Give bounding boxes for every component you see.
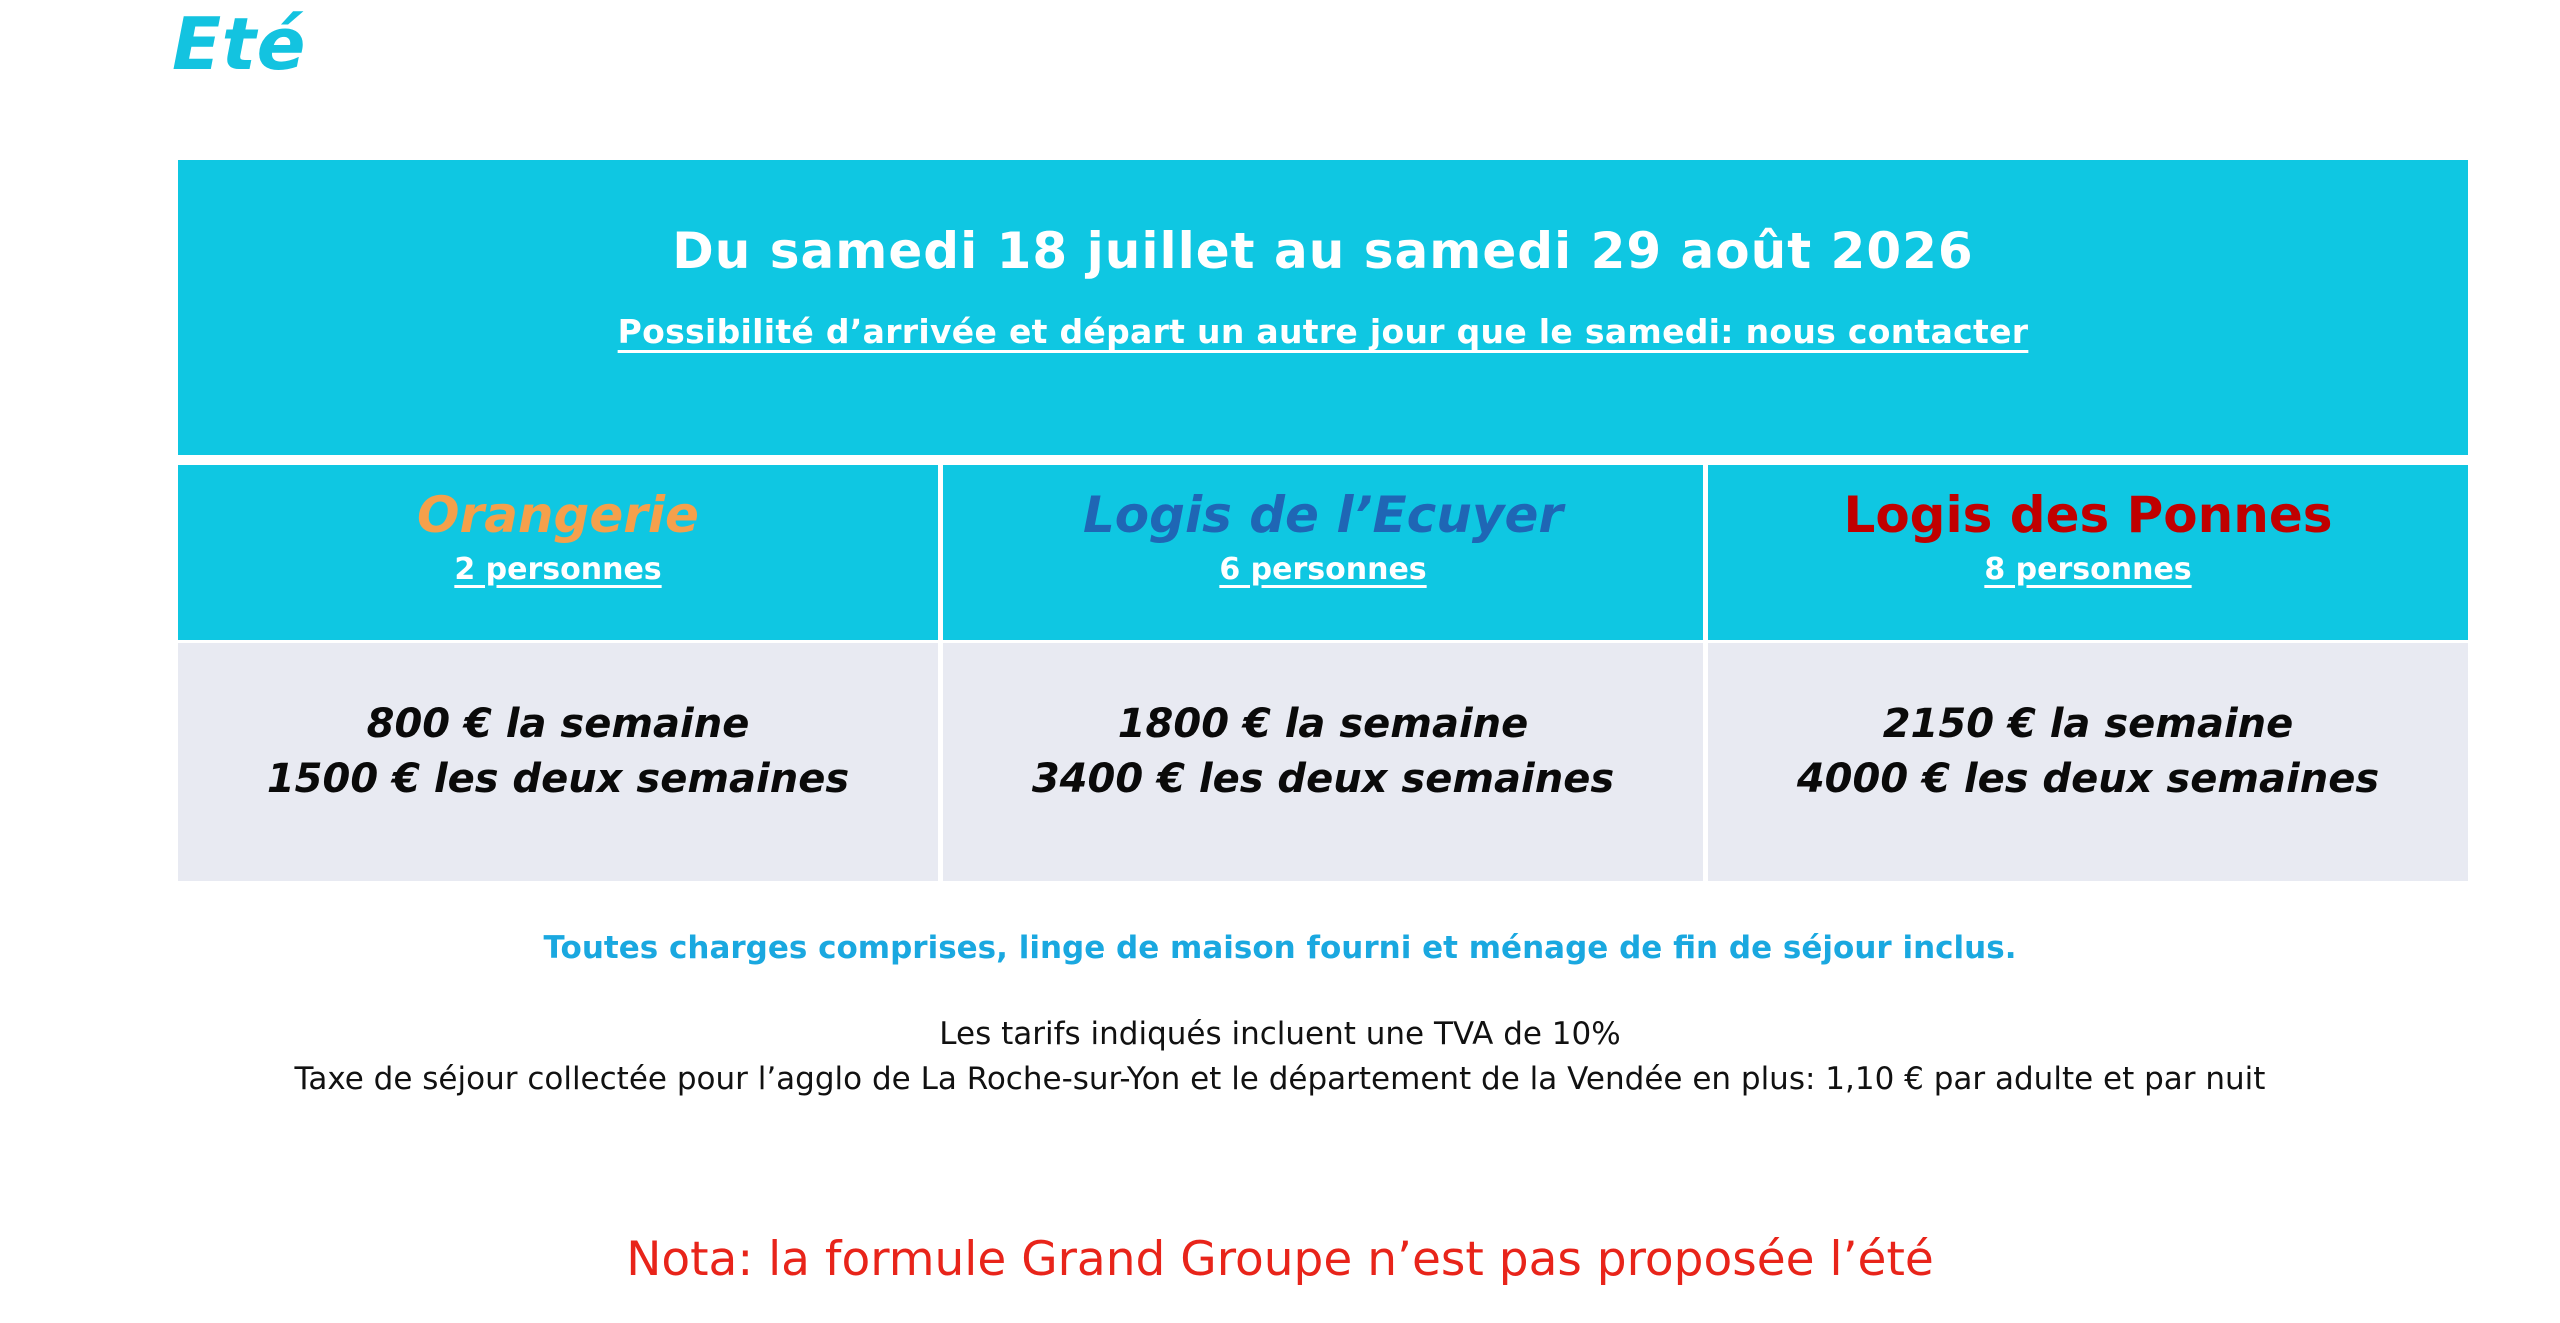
period-banner	[178, 160, 2468, 455]
price-cell-ponnes	[1708, 643, 2468, 881]
included-services-note: Toutes charges comprises, linge de maison fourni et ménage de fin de séjour inclus.	[543, 930, 2017, 966]
price-cell-ecuyer	[943, 643, 1703, 881]
arrival-note: Possibilité d’arrivée et départ un autre jour que le samedi: nous contacter	[617, 312, 2029, 351]
tourist-tax-line: Taxe de séjour collectée pour l’agglo de La Roche-sur-Yon et le département de la Vendée en plus: 1,10 € par adulte et par nuit	[294, 1060, 2266, 1097]
table-divider	[178, 455, 2468, 465]
page-title: Eté	[172, 2, 306, 86]
gite-name-ecuyer: Logis de l’Ecuyer	[1082, 486, 1564, 544]
column-header-ponnes	[1708, 465, 2468, 640]
tax-information	[0, 1012, 2560, 1102]
column-header-orangerie	[178, 465, 938, 640]
price-cell-orangerie	[178, 643, 938, 881]
tva-line: Les tarifs indiqués incluent une TVA de 10%	[939, 1016, 1621, 1052]
period-dates: Du samedi 18 juillet au samedi 29 août 2026	[672, 222, 1974, 280]
nota-grand-groupe: Nota: la formule Grand Groupe n’est pas proposée l’été	[626, 1232, 1934, 1287]
rates-table	[178, 160, 2468, 881]
gite-capacity-ponnes: 8 personnes	[1984, 551, 2192, 587]
price-two-weeks-ponnes: 4000 € les deux semaines	[1796, 756, 2380, 803]
column-header-ecuyer	[943, 465, 1703, 640]
price-week-orangerie: 800 € la semaine	[366, 701, 750, 747]
table-header-row	[178, 465, 2468, 640]
price-week-ponnes: 2150 € la semaine	[1882, 701, 2294, 747]
price-two-weeks-ecuyer: 3400 € les deux semaines	[1031, 756, 1615, 803]
price-week-ecuyer: 1800 € la semaine	[1117, 701, 1529, 747]
gite-capacity-ecuyer: 6 personnes	[1219, 551, 1427, 587]
table-prices-row	[178, 640, 2468, 881]
gite-name-ponnes: Logis des Ponnes	[1843, 486, 2333, 544]
gite-name-orangerie: Orangerie	[417, 486, 699, 544]
price-two-weeks-orangerie: 1500 € les deux semaines	[266, 756, 850, 803]
gite-capacity-orangerie: 2 personnes	[454, 551, 662, 587]
